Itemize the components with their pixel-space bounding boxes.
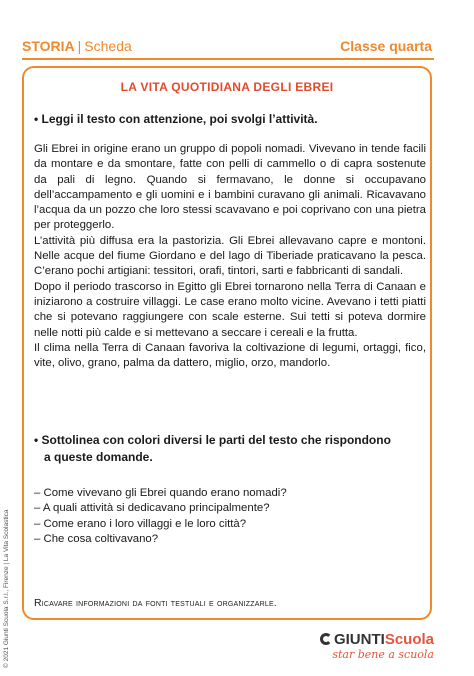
reading-instruction: • Leggi il testo con attenzione, poi svolgi l’attività. [34,112,318,126]
giunti-logo-icon [320,633,332,645]
paragraph-activities: L’attività più diffusa era la pastorizia. Gli Ebrei allevavano capre e montoni. Nelle acque del fiume Giordano e del lago di Tiberiade praticavano la pesca. C’erano pochi artigiani: tessitori, orafi, tintori, sarti e fabbricanti di sandali. [34,234,426,278]
header-rule [22,58,434,60]
paragraph-villages: Dopo il periodo trascorso in Egitto gli Ebrei tornarono nella Terra di Canaan e iniziarono a costruire villaggi. Le case erano molto vicine. Avevano i tetti piatti che si potevano raggiungere con scale esterne. Sui tetti si poteva dormire nelle notti più calde e si mettevano a seccare i cereali e la frutta. [34,280,426,339]
worksheet-title: LA VITA QUOTIDIANA DEGLI EBREI [120,80,334,94]
underline-instruction [34,432,424,466]
underline-instruction-line1: • Sottolinea con colori diversi le parti del testo che rispondono [34,433,391,447]
learning-objective [34,597,424,609]
question-item: – Come erano i loro villaggi e le loro città? [34,517,247,530]
brand-name-giunti: GIUNTI [333,631,385,648]
brand-logo [320,632,434,648]
question-list [34,486,424,547]
paragraph-nomads: Gli Ebrei in origine erano un gruppo di popoli nomadi. Vivevano in tende facili da montare e da smontare, fatte con pelli di cammello o di capra sostenute da pali di legno. Quando si fermavano, le donne si occupavano dell’accampamento e gli uomini e i bambini curavano gli animali. Ricavavano l’acqua da un pozzo che loro stessi scavavano e poi coprivano con una pietra per proteggerlo. [34,143,426,232]
learning-objective-text: Ricavare informazioni da fonti testuali e organizzarle. [34,597,277,609]
copyright-notice [3,468,13,668]
paragraph-climate: Il clima nella Terra di Canaan favoriva la coltivazione di legumi, ortaggi, fico, vite, olivo, grano, palma da dattero, miglio, orzo, mandorlo. [34,341,426,370]
underline-instruction-line2: a queste domande. [44,450,153,464]
publisher-brand [320,632,434,662]
question-item: – A quali attività si dedicavano principalmente? [34,502,270,515]
question-item: – Come vivevano gli Ebrei quando erano nomadi? [34,487,287,499]
question-item: – Che cosa coltivavano? [34,532,159,545]
grade-label: Classe quarta [340,38,432,54]
worksheet-card [22,66,432,620]
sheet-kind-label: Scheda [84,38,132,54]
header-separator: | [77,38,82,54]
brand-name-scuola: Scuola [384,631,434,648]
subject-label: STORIA [22,38,75,54]
copyright-text: © 2021 Giunti Scuola S.r.l., Firenze | La Vita Scolastica [3,509,10,668]
reading-text [34,142,426,371]
brand-tagline: star bene a scuola [332,648,434,661]
page-header [22,38,432,58]
